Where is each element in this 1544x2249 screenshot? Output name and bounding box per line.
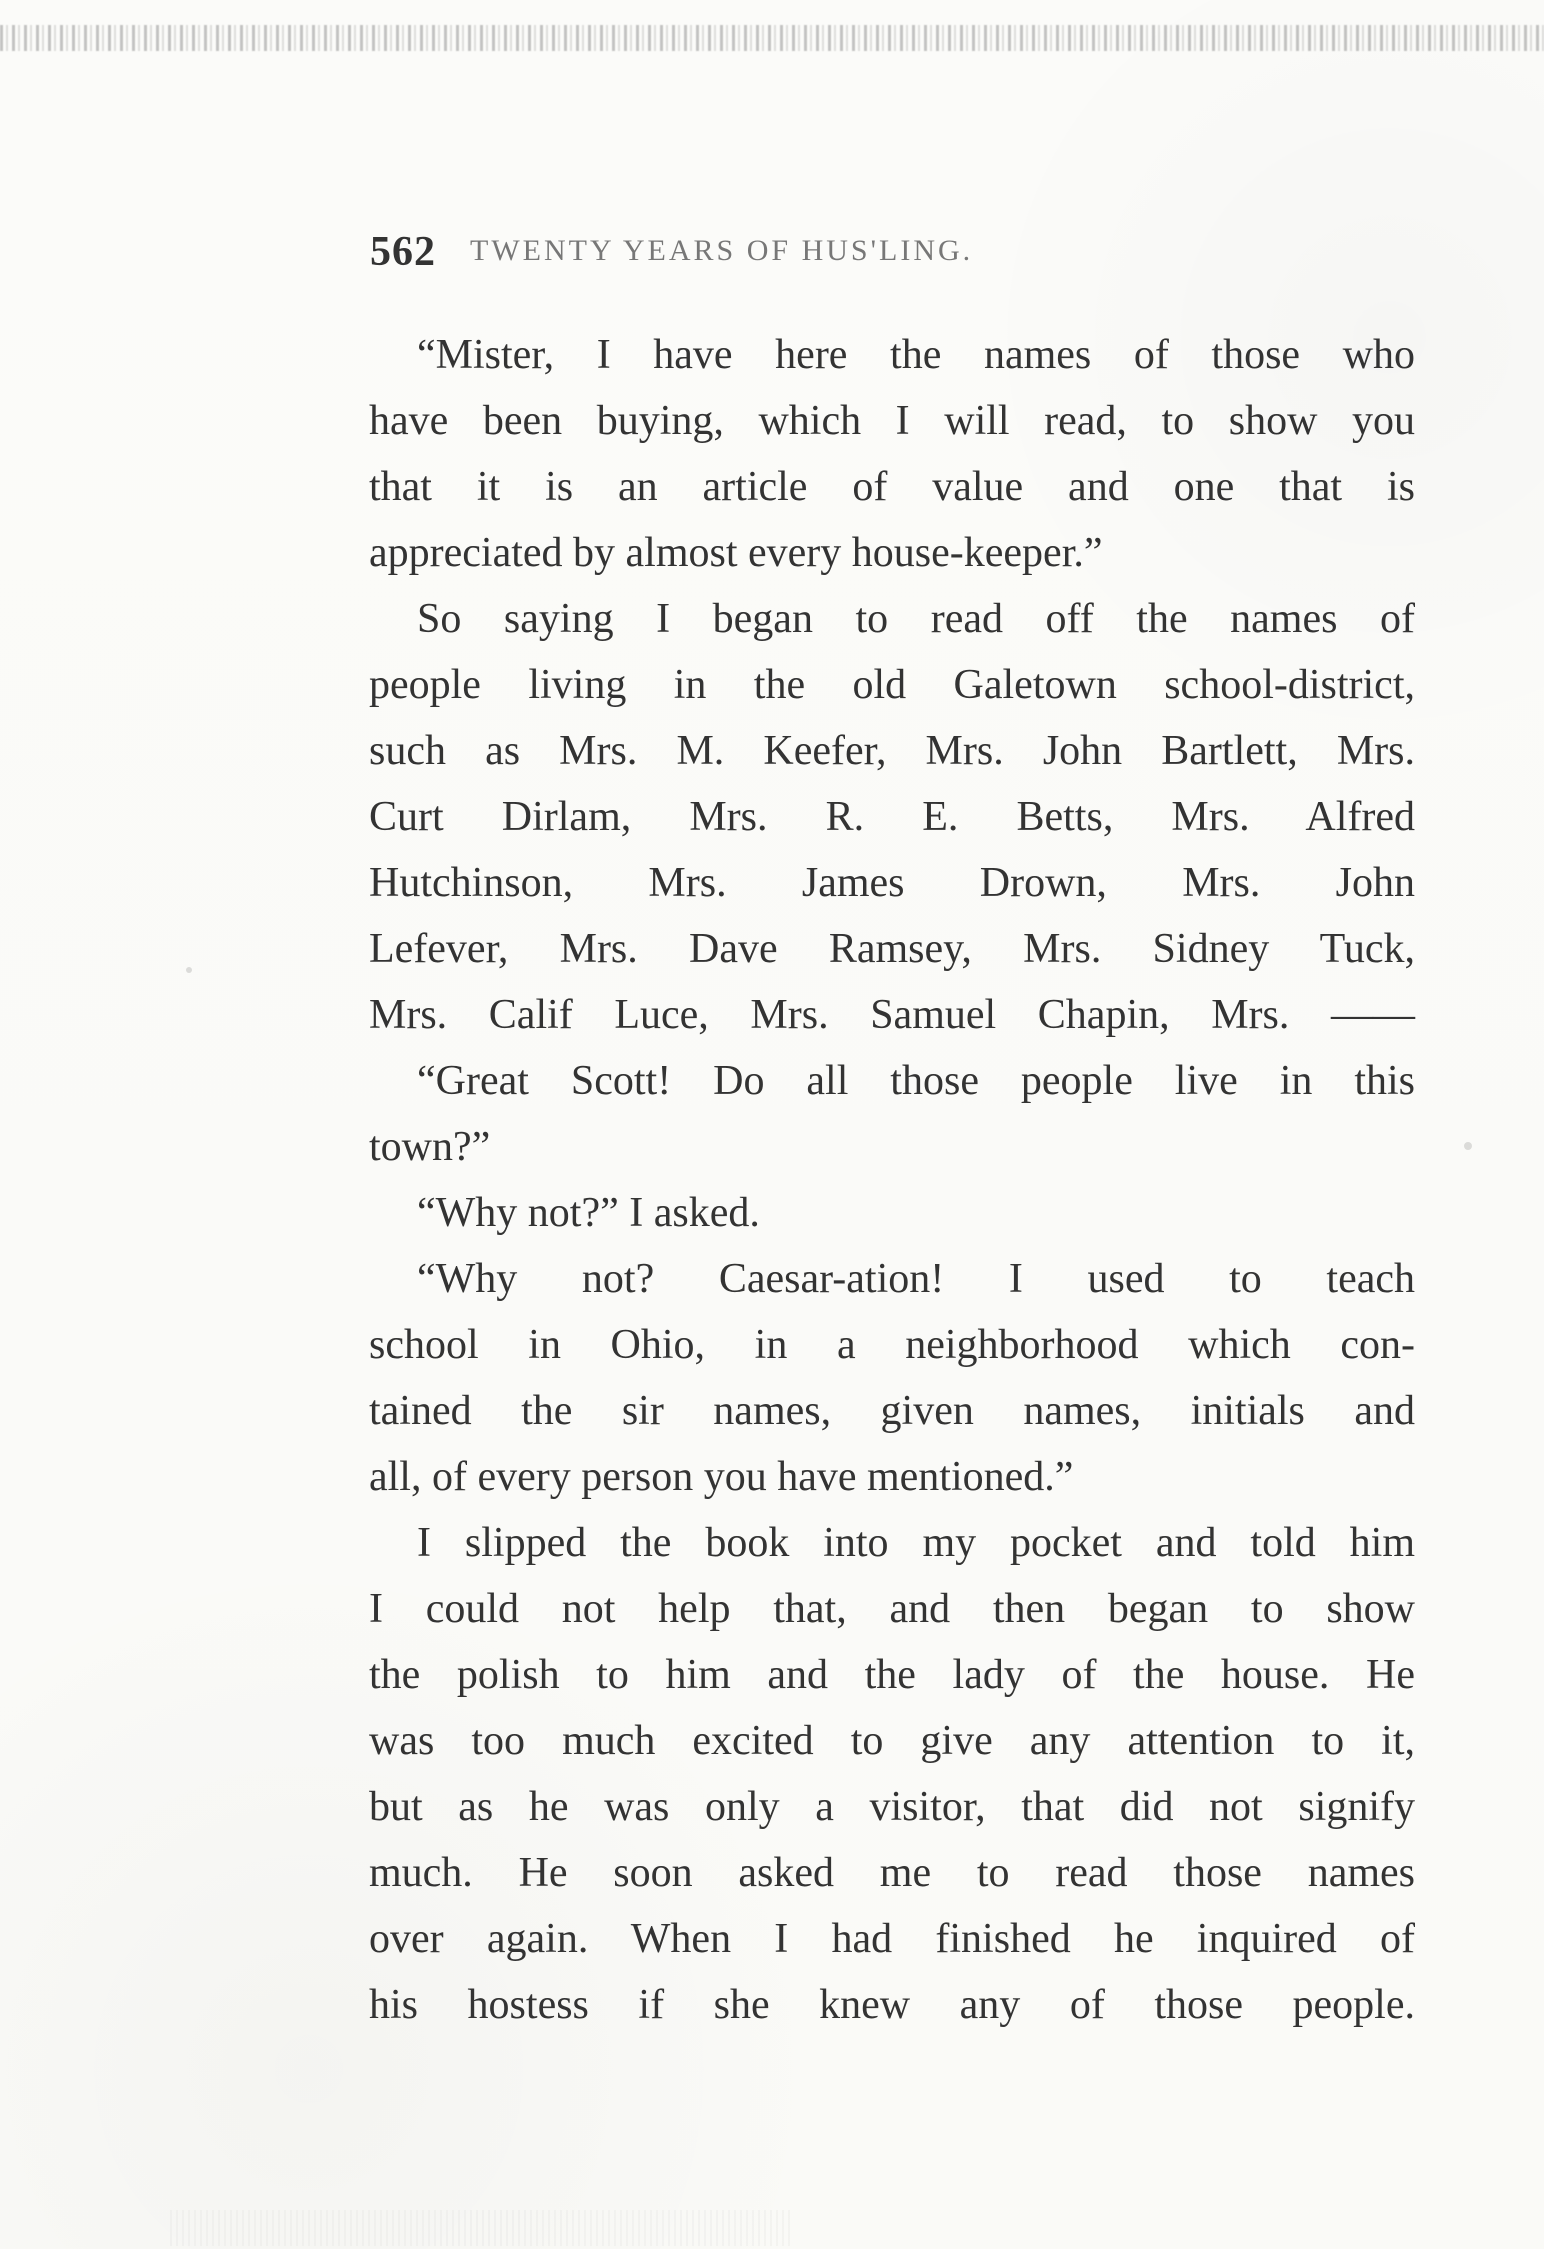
scan-edge-noise	[0, 25, 1544, 51]
text-line	[369, 916, 1415, 982]
text-line	[369, 1774, 1415, 1840]
text-line	[369, 652, 1415, 718]
text-line-content: have been buying, which I will read, to show you	[369, 398, 1415, 444]
text-line-content: “Mister, I have here the names of those who	[417, 332, 1415, 378]
text-line-content: I slipped the book into my pocket and told him	[417, 1520, 1415, 1566]
text-line-content: town?”	[369, 1124, 491, 1170]
text-line-content: such as Mrs. M. Keefer, Mrs. John Bartlett, Mrs.	[369, 728, 1415, 774]
page-number: 562	[370, 229, 436, 275]
text-line-content: people living in the old Galetown school-district,	[369, 662, 1415, 708]
running-header	[370, 228, 1270, 280]
text-line-content: appreciated by almost every house-keeper.”	[369, 530, 1103, 576]
text-line-content: Mrs. Calif Luce, Mrs. Samuel Chapin, Mrs. ——	[369, 992, 1415, 1038]
text-line-content: “Why not? Caesar-ation! I used to teach	[417, 1256, 1415, 1302]
text-line	[369, 586, 1415, 652]
text-line	[369, 520, 1415, 586]
text-line	[369, 718, 1415, 784]
text-line	[369, 982, 1415, 1048]
scan-speck	[186, 967, 192, 973]
text-line-content: over again. When I had finished he inquired of	[369, 1916, 1415, 1962]
text-line	[369, 454, 1415, 520]
text-line-content: school in Ohio, in a neighborhood which con-	[369, 1322, 1415, 1368]
text-line-content: Curt Dirlam, Mrs. R. E. Betts, Mrs. Alfred	[369, 794, 1415, 840]
text-line	[369, 1642, 1415, 1708]
text-line-content: “Why not?” I asked.	[417, 1190, 760, 1236]
running-title: TWENTY YEARS OF HUS'LING.	[470, 234, 974, 267]
text-line	[369, 1576, 1415, 1642]
text-line-content: but as he was only a visitor, that did not signify	[369, 1784, 1415, 1830]
text-line	[369, 1972, 1415, 2038]
text-line-content: So saying I began to read off the names of	[417, 596, 1415, 642]
text-line-content: all, of every person you have mentioned.”	[369, 1454, 1074, 1500]
text-line	[369, 784, 1415, 850]
text-line	[369, 1048, 1415, 1114]
text-line-content: Hutchinson, Mrs. James Drown, Mrs. John	[369, 860, 1415, 906]
text-line-content: his hostess if she knew any of those people.	[369, 1982, 1415, 2028]
text-line-content: the polish to him and the lady of the house. He	[369, 1652, 1415, 1698]
scan-bottom-noise	[170, 2210, 790, 2246]
text-line-content: that it is an article of value and one that is	[369, 464, 1415, 510]
text-line	[369, 1246, 1415, 1312]
text-line	[369, 850, 1415, 916]
text-line	[369, 1510, 1415, 1576]
text-line-content: much. He soon asked me to read those names	[369, 1850, 1415, 1896]
scan-speck	[1464, 1142, 1472, 1150]
text-line	[369, 1180, 1415, 1246]
text-line	[369, 1708, 1415, 1774]
text-line	[369, 1114, 1415, 1180]
text-line	[369, 322, 1415, 388]
text-line-content: “Great Scott! Do all those people live in this	[417, 1058, 1415, 1104]
text-line	[369, 1444, 1415, 1510]
text-line	[369, 1378, 1415, 1444]
text-line-content: tained the sir names, given names, initials and	[369, 1388, 1415, 1434]
text-line-content: Lefever, Mrs. Dave Ramsey, Mrs. Sidney Tuck,	[369, 926, 1415, 972]
text-line-content: I could not help that, and then began to show	[369, 1586, 1415, 1632]
text-line	[369, 1906, 1415, 1972]
page-text	[369, 322, 1415, 2038]
text-line	[369, 1840, 1415, 1906]
text-line-content: was too much excited to give any attention to it,	[369, 1718, 1415, 1764]
text-line	[369, 1312, 1415, 1378]
text-line	[369, 388, 1415, 454]
